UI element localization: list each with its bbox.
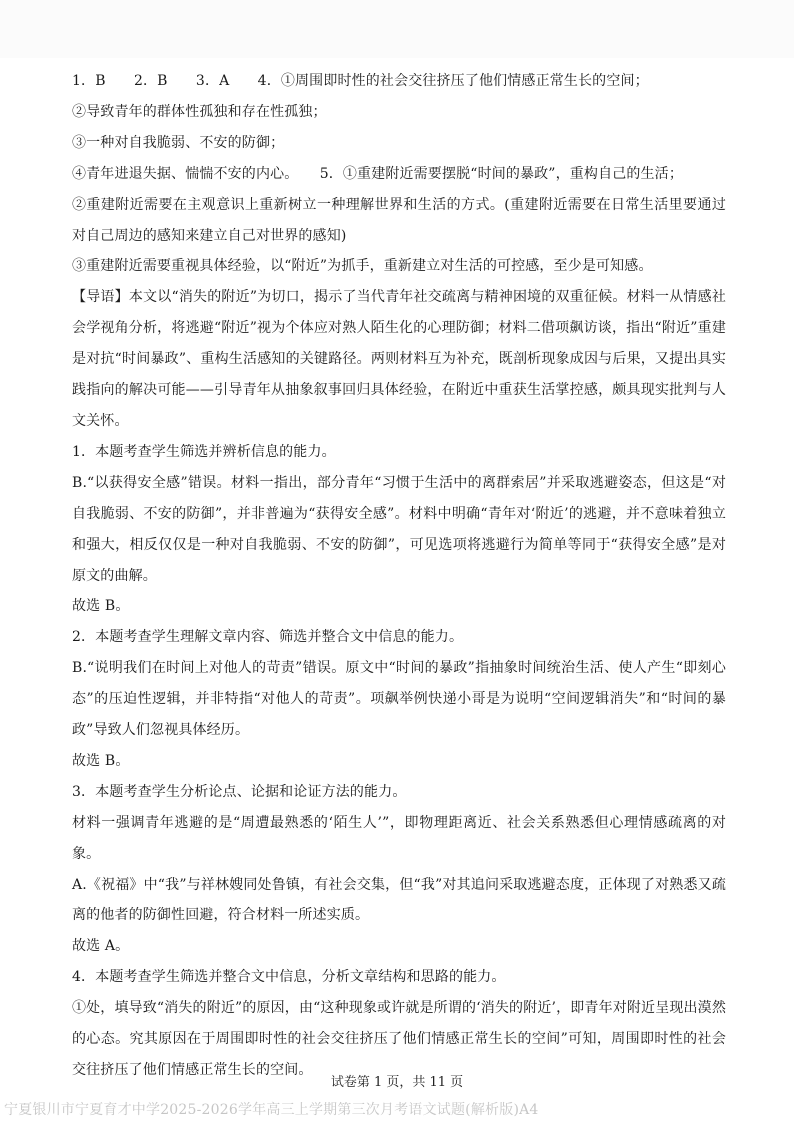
answer-line-2: ②导致青年的群体性孤独和存在性孤独； [72, 103, 327, 120]
q3-heading: 3．本题考查学生分析论点、论据和论证方法的能力。 [72, 783, 407, 800]
document-body [72, 66, 726, 1086]
answer-line-3: ③一种对自我脆弱、不安的防御； [72, 134, 285, 151]
q3-conclusion: 故选 A。 [72, 938, 130, 955]
q1-conclusion: 故选 B。 [72, 598, 130, 615]
q2-conclusion: 故选 B。 [72, 752, 130, 769]
q1-heading: 1．本题考查学生筛选并辨析信息的能力。 [72, 443, 336, 460]
answer-line-1: 1．B 2．B 3．A 4．①周围即时性的社会交往挤压了他们情感正常生长的空间； [72, 73, 649, 89]
q4-analysis: ①处，填导致“消失的附近”的原因，由“这种现象或许就是所谓的‘消失的附近’，即青年对附近呈现出漠然的心态。究其原因在于周围即时性的社会交往挤压了他们情感正常生长的空间”可知，周围即时性的社会交往挤压了他们情感正常生长的空间。 [72, 1000, 726, 1078]
q1-analysis: B.“以获得安全感”错误。材料一指出，部分青年“习惯于生活中的离群索居”并采取逃避姿态，但这是“对自我脆弱、不安的防御”，并非普遍为“获得安全感”。材料中明确“青年对‘附近’的逃避，并不意味着独立和强大，相反仅仅是一种对自我脆弱、不安的防御”，可见选项将逃避行为简单等同于“获得安全感”是对原文的曲解。 [72, 474, 726, 584]
answer-line-4: ④青年进退失据、惴惴不安的内心。 5．①重建附近需要摆脱“时间的暴政”，重构自己的生活； [72, 165, 683, 182]
q2-heading: 2．本题考查学生理解文章内容、筛选并整合文中信息的能力。 [72, 629, 464, 646]
q3-analysis-material: 材料一强调青年逃避的是“周遭最熟悉的‘陌生人’”，即物理距离近、社会关系熟悉但心理情感疏离的对象。 [72, 814, 726, 862]
guide-paragraph: 【导语】本文以“消失的附近”为切口，揭示了当代青年社交疏离与精神困境的双重征候。材料一从情感社会学视角分析，将逃避“附近”视为个体应对熟人陌生化的心理防御；材料二借项飙访谈，指出“附近”重建是对抗“时间暴政”、重构生活感知的关键路径。两则材料互为补充，既剖析现象成因与后果，又提出具实践指向的解决可能——引导青年从抽象叙事回归具体经验，在附近中重获生活掌控感，颇具现实批判与人文关怀。 [72, 289, 726, 429]
q3-analysis-option: A.《祝福》中“我”与祥林嫂同处鲁镇，有社会交集，但“我”对其追问采取逃避态度，正体现了对熟悉又疏离的他者的防御性回避，符合材料一所述实质。 [72, 876, 726, 924]
page-top-band [0, 0, 794, 58]
answer-line-5: ②重建附近需要在主观意识上重新树立一种理解世界和生活的方式。(重建附近需要在日常生活里要通过对自己周边的感知来建立自己对世界的感知) [72, 196, 726, 244]
q4-heading: 4．本题考查学生筛选并整合文中信息，分析文章结构和思路的能力。 [72, 969, 506, 986]
answer-line-6: ③重建附近需要重视具体经验，以“附近”为抓手，重新建立对生活的可控感，至少是可知感。 [72, 258, 653, 275]
page-footer: 试卷第 1 页，共 11 页 [330, 1075, 464, 1090]
q2-analysis: B.“说明我们在时间上对他人的苛责”错误。原文中“时间的暴政”指抽象时间统治生活、使人产生“即刻心态”的压迫性逻辑，并非特指“对他人的苛责”。项飙举例快递小哥是为说明“空间逻辑消失”和“时间的暴政”导致人们忽视具体经历。 [72, 660, 726, 739]
document-watermark: 宁夏银川市宁夏育才中学2025-2026学年高三上学期第三次月考语文试题(解析版)A4 [4, 1102, 539, 1118]
